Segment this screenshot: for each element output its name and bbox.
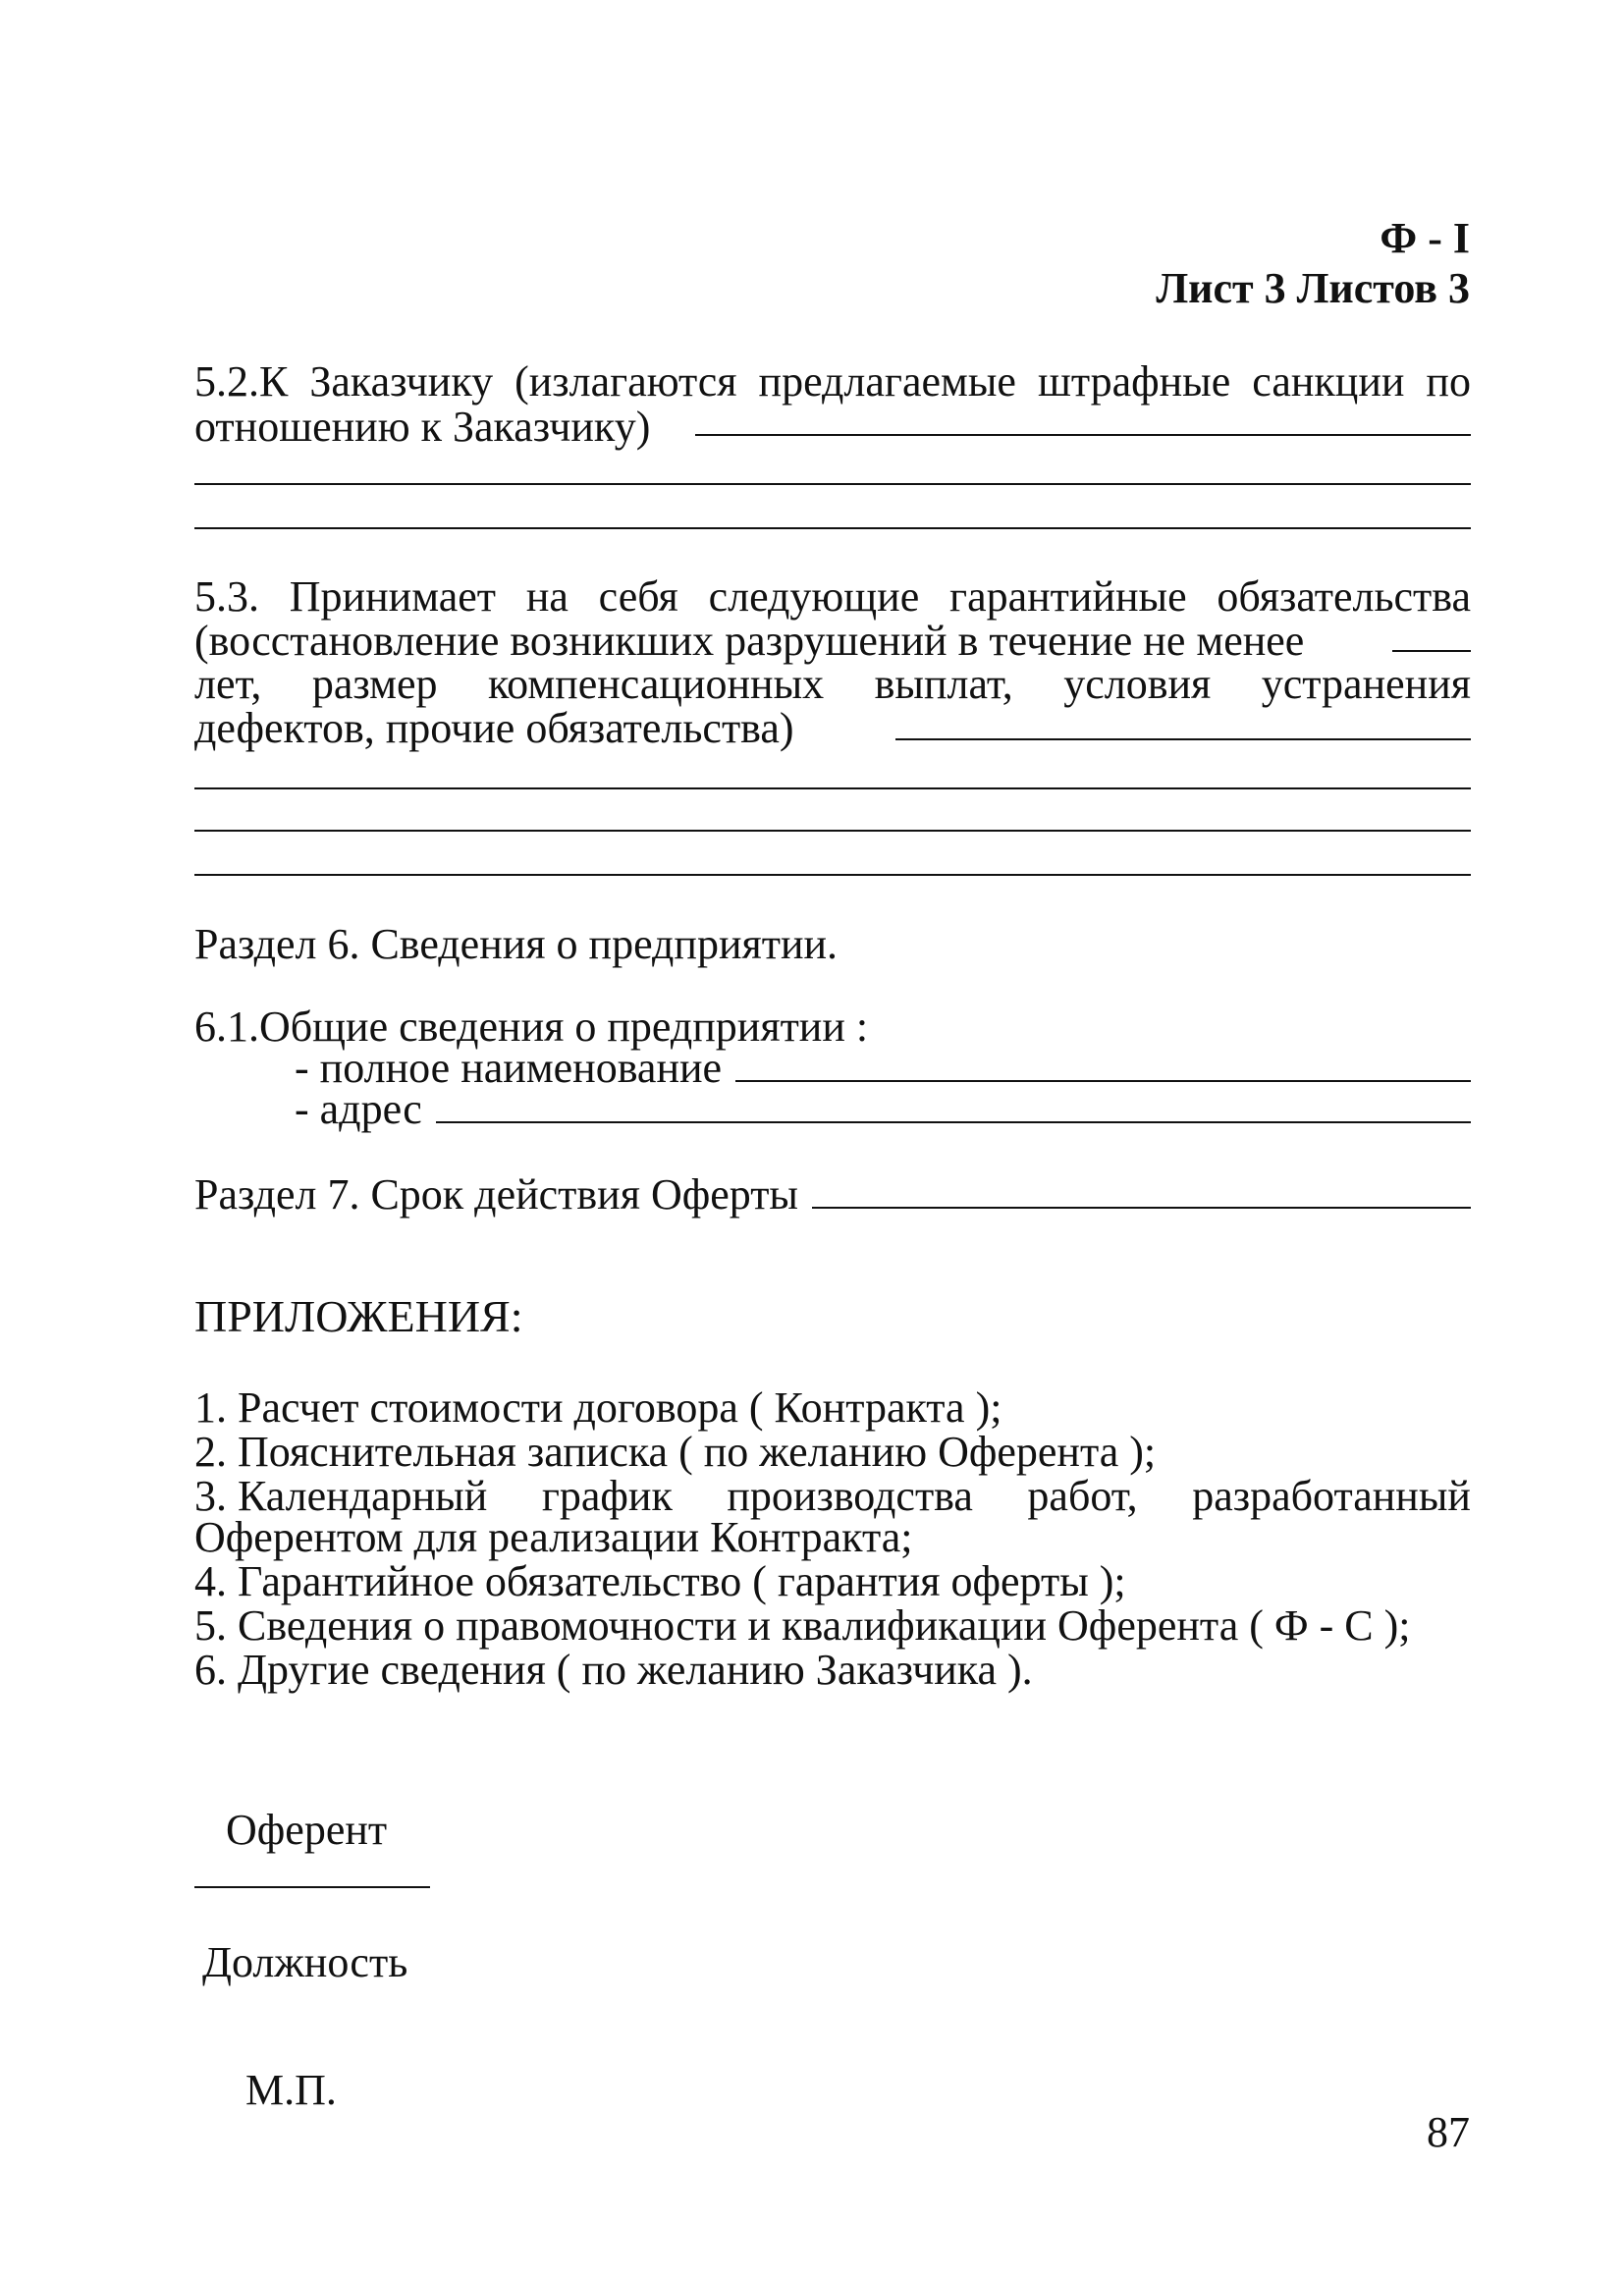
appendices-heading: ПРИЛОЖЕНИЯ: <box>194 1291 523 1341</box>
clause-5-3-line-2: (восстановление возникших разрушений в течение не менее <box>194 617 1305 665</box>
section-6-1-title: 6.1.Общие сведения о предприятии : <box>194 1003 869 1051</box>
position-label: Должность <box>202 1938 408 1986</box>
oferent-label: Оферент <box>226 1806 388 1854</box>
section-6-title: Раздел 6. Сведения о предприятии. <box>194 920 839 968</box>
field-address-label: - адрес <box>295 1085 422 1133</box>
blank-line-5-2-c[interactable] <box>194 527 1471 529</box>
clause-5-2-line-2: отношению к Заказчику) <box>194 403 651 451</box>
stamp-label: М.П. <box>245 2066 337 2114</box>
sheet-number: Лист 3 Листов 3 <box>1156 264 1470 312</box>
blank-line-5-3-b[interactable] <box>194 787 1471 789</box>
form-code: Ф - I <box>1380 214 1470 262</box>
blank-line-5-3-a[interactable] <box>895 738 1471 740</box>
clause-5-3-line-3: лет, размер компенсационных выплат, условия устранения <box>194 660 1471 708</box>
appendix-item-1: 1. Расчет стоимости договора ( Контракта ); <box>194 1383 1002 1432</box>
clause-5-3-line-4: дефектов, прочие обязательства) <box>194 704 794 752</box>
appendix-item-3-cont: Оферентом для реализации Контракта; <box>194 1513 913 1561</box>
appendix-item-2: 2. Пояснительная записка ( по желанию Оферента ); <box>194 1428 1157 1476</box>
blank-line-5-3-c[interactable] <box>194 830 1471 832</box>
section-7-title: Раздел 7. Срок действия Оферты <box>194 1170 798 1219</box>
field-full-name-label: - полное наименование <box>295 1044 723 1092</box>
blank-line-5-2-b[interactable] <box>194 483 1471 485</box>
page-number: 87 <box>1427 2108 1470 2156</box>
field-full-name-blank[interactable] <box>735 1047 1471 1082</box>
appendix-item-5: 5. Сведения о правомочности и квалификации Оферента ( Ф - С ); <box>194 1601 1411 1650</box>
blank-years[interactable] <box>1392 650 1471 652</box>
clause-5-3-line-1: 5.3. Принимает на себя следующие гарантийные обязательства <box>194 572 1471 621</box>
section-7-validity[interactable] <box>194 1170 1471 1219</box>
field-address[interactable] <box>295 1085 1471 1133</box>
field-full-name[interactable] <box>295 1044 1471 1092</box>
appendix-item-4: 4. Гарантийное обязательство ( гарантия оферты ); <box>194 1557 1126 1605</box>
blank-line-5-2-a[interactable] <box>695 434 1471 436</box>
appendix-item-6: 6. Другие сведения ( по желанию Заказчика ). <box>194 1646 1033 1694</box>
signature-blank[interactable] <box>194 1886 430 1888</box>
blank-line-5-3-d[interactable] <box>194 874 1471 876</box>
appendix-item-3: 3. Календарный график производства работ, разработанный <box>194 1472 1471 1520</box>
field-address-blank[interactable] <box>436 1088 1471 1123</box>
clause-5-2-line-1: 5.2.К Заказчику (излагаются предлагаемые штрафные санкции по <box>194 357 1471 406</box>
validity-term-blank[interactable] <box>812 1173 1471 1209</box>
